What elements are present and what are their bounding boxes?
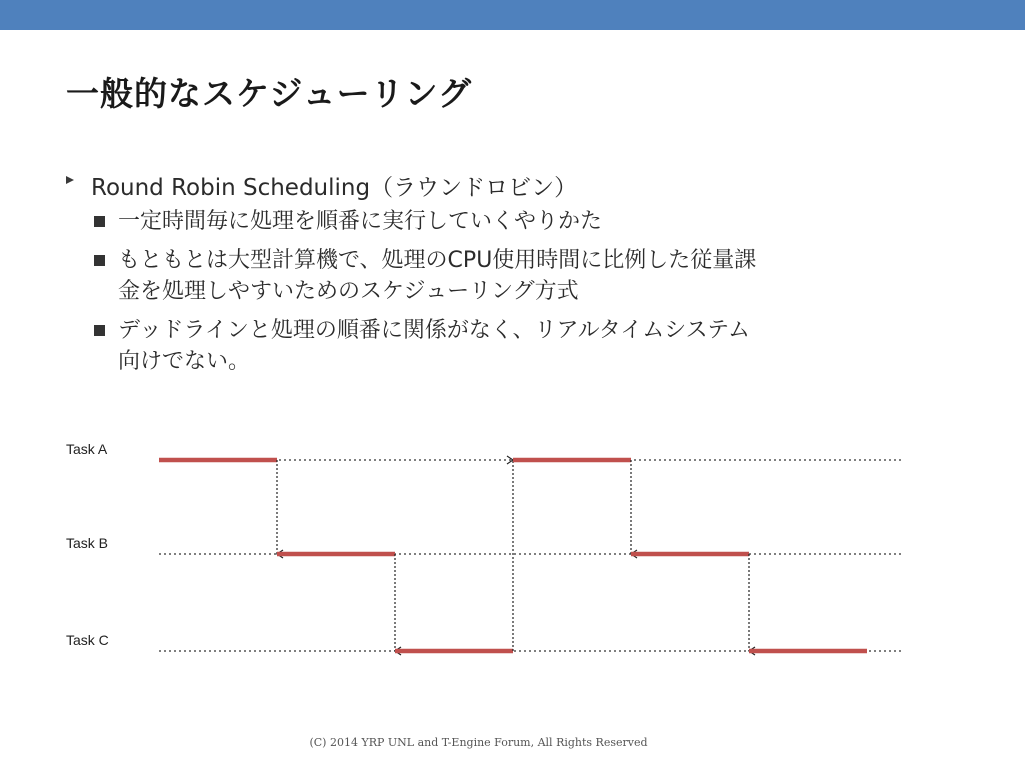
sub-bullet-text: 金を処理しやすいためのスケジューリング方式 (118, 279, 579, 304)
round-robin-timeline-diagram (60, 430, 920, 670)
sub-bullet-text: デッドラインと処理の順番に関係がなく、リアルタイムシステム (118, 318, 751, 343)
sub-bullet-text: もともとは大型計算機で、処理のCPU使用時間に比例した従量課 (118, 248, 757, 273)
header-bar (0, 0, 1025, 30)
copyright-footer: (C) 2014 YRP UNL and T-Engine Forum, All Rights Reserved (309, 736, 648, 749)
main-bullet-text: Round Robin Scheduling（ラウンドロビン） (91, 175, 578, 201)
task-label: Task A (66, 441, 108, 457)
triangle-bullet-icon (66, 176, 74, 184)
sub-bullet-item (92, 245, 892, 307)
sub-bullet-item (92, 315, 892, 377)
square-bullet-icon (94, 255, 105, 266)
sub-bullet-item (92, 206, 892, 237)
task-label: Task B (66, 535, 109, 551)
sub-bullet-text: 向けでない。 (118, 349, 251, 374)
square-bullet-icon (94, 216, 105, 227)
sub-bullet-text: 一定時間毎に処理を順番に実行していくやりかた (118, 209, 603, 234)
square-bullet-icon (94, 325, 105, 336)
sub-bullet-list (92, 206, 892, 385)
task-label: Task C (66, 632, 109, 648)
slide-title: 一般的なスケジューリング (66, 74, 473, 113)
